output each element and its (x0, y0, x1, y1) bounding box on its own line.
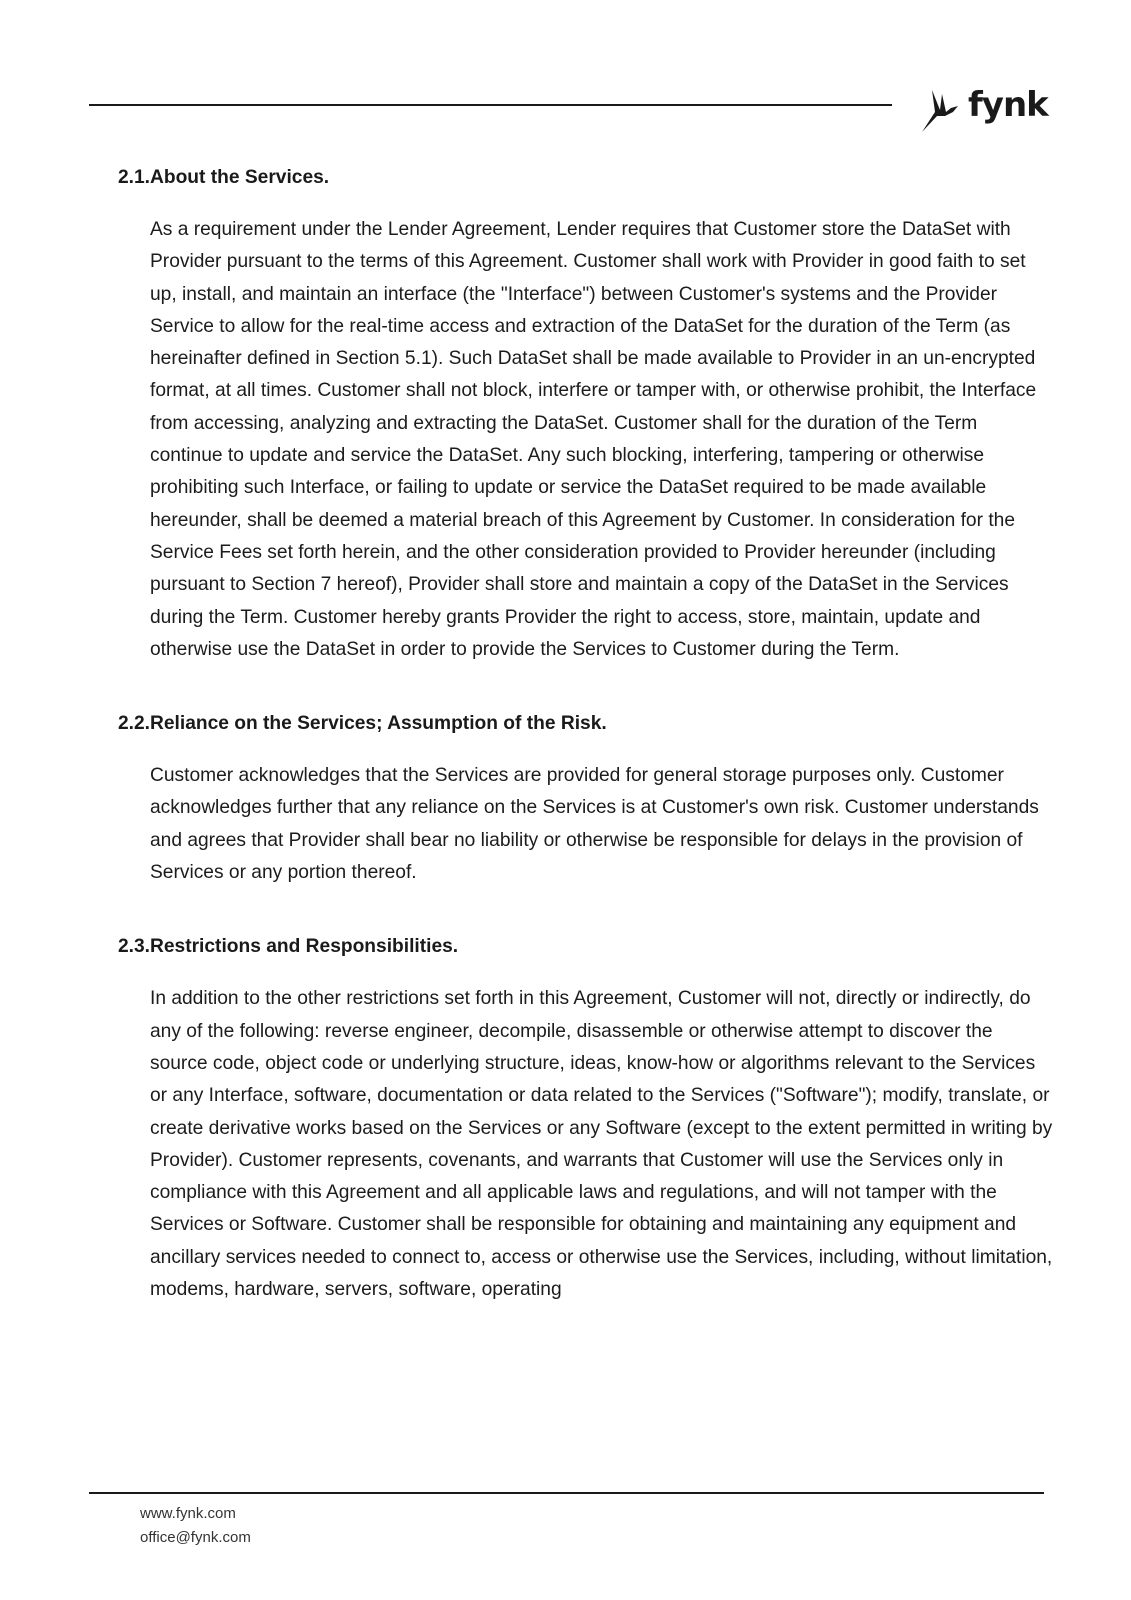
document-content (102, 162, 1052, 1348)
section-paragraph: As a requirement under the Lender Agreement, Lender requires that Customer store the DataSet with Provider pursuant to the terms of this Agreement. Customer shall work with Provider in good faith to set up, install, and maintain an interface (the "Interface") between Customer's systems and the Provider Service to allow for the real-time access and extraction of the DataSet for the duration of the Term (as hereinafter defined in Section 5.1). Such DataSet shall be made available to Provider in an un-encrypted format, at all times. Customer shall not block, interfere or tamper with, or otherwise prohibit, the Interface from accessing, analyzing and extracting the DataSet. Customer shall for the duration of the Term continue to update and service the DataSet. Any such blocking, interfering, tampering or otherwise prohibiting such Interface, or failing to update or service the DataSet required to be made available hereunder, shall be deemed a material breach of this Agreement by Customer. In consideration for the Service Fees set forth herein, and the other consideration provided to Provider hereunder (including pursuant to Section 7 hereof), Provider shall store and maintain a copy of the DataSet in the Services during the Term. Customer hereby grants Provider the right to access, store, maintain, update and otherwise use the DataSet in order to provide the Services to Customer during the Term. (150, 219, 1037, 660)
section-heading (102, 162, 1052, 194)
footer-website-link[interactable]: www.fynk.com (140, 1505, 236, 1522)
footer (140, 1502, 251, 1550)
fynk-logo (918, 82, 1048, 134)
section-about-services (102, 162, 1052, 666)
section-body (150, 214, 1054, 666)
section-body (150, 760, 1054, 889)
section-number: 2.1. (117, 167, 150, 188)
footer-email-link[interactable]: office@fynk.com (140, 1529, 251, 1546)
section-title: Restrictions and Responsibilities. (150, 936, 459, 958)
section-number: 2.2. (117, 713, 150, 735)
section-reliance (102, 708, 1052, 889)
section-number: 2.3. (117, 936, 150, 958)
section-heading (102, 931, 1052, 963)
section-title: Reliance on the Services; Assumption of the Risk. (150, 713, 607, 735)
bird-logo-icon (918, 82, 962, 134)
section-title: About the Services. (150, 167, 330, 188)
section-body (150, 983, 1054, 1306)
section-restrictions (102, 931, 1052, 1306)
brand-name: fynk (968, 85, 1048, 125)
footer-divider (89, 1492, 1044, 1494)
section-heading (102, 708, 1052, 740)
header-divider (89, 104, 892, 106)
section-paragraph: In addition to the other restrictions set forth in this Agreement, Customer will not, directly or indirectly, do any of the following: reverse engineer, decompile, disassemble or otherwise attempt to discover the source code, object code or underlying structure, ideas, know-how or algorithms relevant to the Services or any Interface, software, documentation or data related to the Services ("Software"); modify, translate, or create derivative works based on the Services or any Software (except to the extent permitted in writing by Provider). Customer represents, covenants, and warrants that Customer will use the Services only in compliance with this Agreement and all applicable laws and regulations, and will not tamper with the Services or Software. Customer shall be responsible for obtaining and maintaining any equipment and ancillary services needed to connect to, access or otherwise use the Services, including, without limitation, modems, hardware, servers, software, operating (150, 988, 1053, 1301)
section-paragraph: Customer acknowledges that the Services are provided for general storage purposes only. Customer acknowledges further that any reliance on the Services is at Customer's own risk. Customer understands and agrees that Provider shall bear no liability or otherwise be responsible for delays in the provision of Services or any portion thereof. (150, 765, 1039, 884)
